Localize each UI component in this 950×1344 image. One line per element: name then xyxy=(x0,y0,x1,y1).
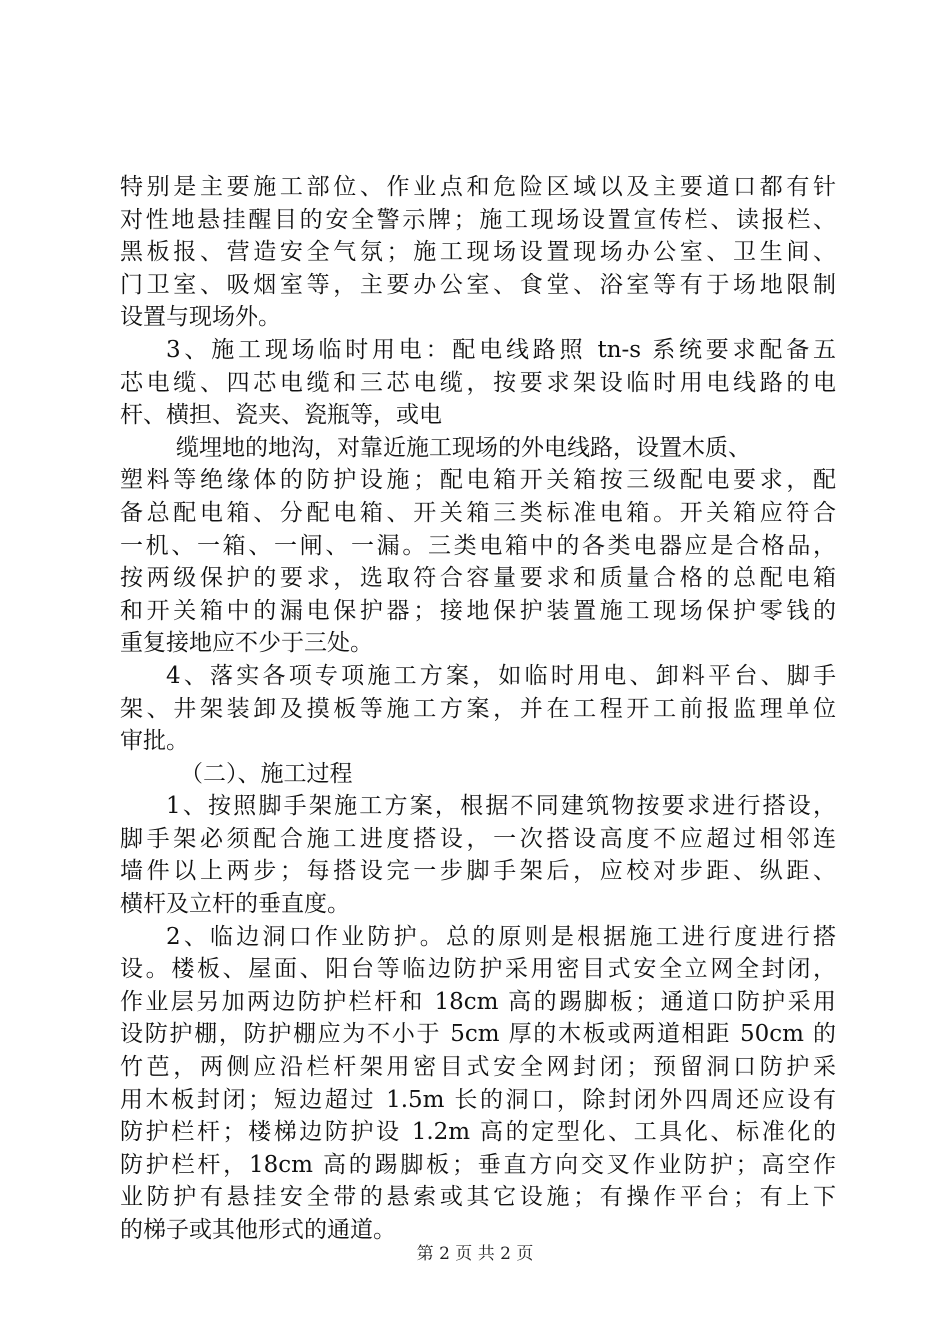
text-line: 和开关箱中的漏电保护器；接地保护装置施工现场保护零钱的 xyxy=(120,597,836,624)
text-line: 黑板报、营造安全气氛；施工现场设置现场办公室、卫生间、 xyxy=(120,239,836,266)
text-line: （二）、施工过程 xyxy=(180,760,353,787)
text-line: 业防护有悬挂安全带的悬索或其它设施；有操作平台；有上下 xyxy=(120,1184,836,1211)
page-footer: 第 2 页 共 2 页 xyxy=(416,1244,534,1264)
text-line: 2、临边洞口作业防护。总的原则是根据施工进行度进行搭 xyxy=(166,923,836,950)
text-line: 的梯子或其他形式的通道。 xyxy=(120,1217,396,1243)
text-line: 设置与现场外。 xyxy=(120,304,281,331)
text-line: 塑料等绝缘体的防护设施；配电箱开关箱按三级配电要求，配 xyxy=(120,467,836,494)
text-line: 按两级保护的要求，选取符合容量要求和质量合格的总配电箱 xyxy=(120,565,836,592)
text-line: 设。楼板、屋面、阳台等临边防护采用密目式安全立网全封闭， xyxy=(120,956,836,983)
text-line: 杆、横担、瓷夹、瓷瓶等，或电 xyxy=(120,402,442,429)
text-line: 防护栏杆；楼梯边防护设 1.2m 高的定型化、工具化、标准化的 xyxy=(120,1119,836,1146)
text-line: 脚手架必须配合施工进度搭设，一次搭设高度不应超过相邻连 xyxy=(120,825,836,852)
text-line: 架、井架装卸及摸板等施工方案，并在工程开工前报监理单位 xyxy=(120,695,836,722)
document-body xyxy=(120,171,836,1247)
text-line: 一机、一箱、一闸、一漏。三类电箱中的各类电器应是合格品， xyxy=(120,532,836,559)
text-line: 设防护棚，防护棚应为不小于 5cm 厚的木板或两道相距 50cm 的 xyxy=(120,1021,836,1048)
text-line: 用木板封闭；短边超过 1.5m 长的洞口，除封闭外四周还应设有 xyxy=(120,1086,836,1113)
text-line: 4、落实各项专项施工方案，如临时用电、卸料平台、脚手 xyxy=(166,662,836,689)
text-line: 对性地悬挂醒目的安全警示牌；施工现场设置宣传栏、读报栏、 xyxy=(120,206,836,233)
text-line: 作业层另加两边防护栏杆和 18cm 高的踢脚板；通道口防护采用 xyxy=(120,988,836,1015)
text-line: 竹芭，两侧应沿栏杆架用密目式安全网封闭；预留洞口防护采 xyxy=(120,1054,836,1081)
text-line: 防护栏杆，18cm 高的踢脚板；垂直方向交叉作业防护；高空作 xyxy=(120,1151,836,1178)
text-line: 芯电缆、四芯电缆和三芯电缆，按要求架设临时用电线路的电 xyxy=(120,369,836,396)
text-line: 特别是主要施工部位、作业点和危险区域以及主要道口都有针 xyxy=(120,174,836,200)
text-line: 审批。 xyxy=(120,728,189,755)
text-line: 1、按照脚手架施工方案，根据不同建筑物按要求进行搭设， xyxy=(166,793,836,820)
text-line: 缆埋地的地沟，对靠近施工现场的外电线路，设置木质、 xyxy=(176,434,751,461)
text-line: 3、施工现场临时用电：配电线路照 tn-s 系统要求配备五 xyxy=(166,336,836,363)
text-line: 门卫室、吸烟室等，主要办公室、食堂、浴室等有于场地限制 xyxy=(120,271,836,298)
text-line: 备总配电箱、分配电箱、开关箱三类标准电箱。开关箱应符合 xyxy=(120,499,836,526)
text-line: 墙件以上两步；每搭设完一步脚手架后，应校对步距、纵距、 xyxy=(120,858,836,885)
text-line: 重复接地应不少于三处。 xyxy=(120,630,373,657)
text-line: 横杆及立杆的垂直度。 xyxy=(120,891,350,918)
